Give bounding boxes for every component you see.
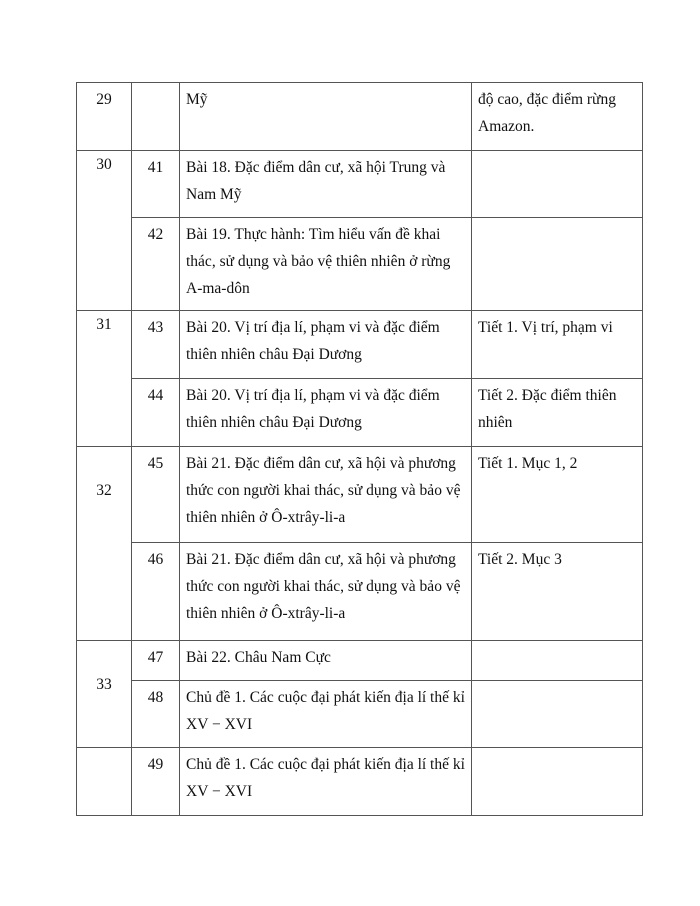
table-row [77, 641, 643, 681]
lesson-note-cell [472, 218, 643, 311]
lesson-note-cell [472, 748, 643, 816]
table-row [77, 447, 643, 543]
lesson-note-cell [472, 151, 643, 218]
week-cell: 30 [77, 151, 132, 311]
table-row [77, 379, 643, 447]
table-row [77, 311, 643, 379]
table-row [77, 543, 643, 641]
lesson-content-cell: Chủ đề 1. Các cuộc đại phát kiến địa lí thế kỉ XV − XVI [180, 681, 472, 748]
lesson-content-cell: Bài 22. Châu Nam Cực [180, 641, 472, 681]
week-cell: 32 [77, 447, 132, 641]
week-cell [77, 748, 132, 816]
lesson-content-cell: Bài 20. Vị trí địa lí, phạm vi và đặc điểm thiên nhiên châu Đại Dương [180, 379, 472, 447]
lesson-number-cell: 46 [132, 543, 180, 641]
lesson-content-cell: Bài 18. Đặc điểm dân cư, xã hội Trung và Nam Mỹ [180, 151, 472, 218]
lesson-number-cell: 49 [132, 748, 180, 816]
lesson-note-cell: Tiết 2. Mục 3 [472, 543, 643, 641]
lesson-note-cell [472, 641, 643, 681]
lesson-number-cell: 48 [132, 681, 180, 748]
week-cell: 29 [77, 83, 132, 151]
lesson-number-cell: 43 [132, 311, 180, 379]
lesson-note-cell: Tiết 1. Mục 1, 2 [472, 447, 643, 543]
lesson-note-cell: Tiết 2. Đặc điểm thiên nhiên [472, 379, 643, 447]
table-row [77, 151, 643, 218]
lesson-plan-table [76, 82, 643, 816]
lesson-number-cell: 41 [132, 151, 180, 218]
lesson-note-cell: Tiết 1. Vị trí, phạm vi [472, 311, 643, 379]
week-cell: 31 [77, 311, 132, 447]
week-cell: 33 [77, 641, 132, 748]
lesson-content-cell: Bài 21. Đặc điểm dân cư, xã hội và phương thức con người khai thác, sử dụng và bảo vệ thiên nhiên ở Ô-xtrây-li-a [180, 447, 472, 543]
table-row [77, 681, 643, 748]
lesson-content-cell: Chủ đề 1. Các cuộc đại phát kiến địa lí thế kỉ XV − XVI [180, 748, 472, 816]
lesson-note-cell [472, 681, 643, 748]
lesson-note-cell: độ cao, đặc điểm rừng Amazon. [472, 83, 643, 151]
lesson-content-cell: Bài 19. Thực hành: Tìm hiểu vấn đề khai thác, sử dụng và bảo vệ thiên nhiên ở rừng A-ma-dôn [180, 218, 472, 311]
lesson-number-cell: 42 [132, 218, 180, 311]
lesson-content-cell: Bài 21. Đặc điểm dân cư, xã hội và phương thức con người khai thác, sử dụng và bảo vệ thiên nhiên ở Ô-xtrây-li-a [180, 543, 472, 641]
lesson-number-cell: 45 [132, 447, 180, 543]
table-row [77, 748, 643, 816]
table-row [77, 83, 643, 151]
table-row [77, 218, 643, 311]
lesson-number-cell [132, 83, 180, 151]
lesson-number-cell: 47 [132, 641, 180, 681]
lesson-number-cell: 44 [132, 379, 180, 447]
lesson-content-cell: Bài 20. Vị trí địa lí, phạm vi và đặc điểm thiên nhiên châu Đại Dương [180, 311, 472, 379]
lesson-content-cell: Mỹ [180, 83, 472, 151]
